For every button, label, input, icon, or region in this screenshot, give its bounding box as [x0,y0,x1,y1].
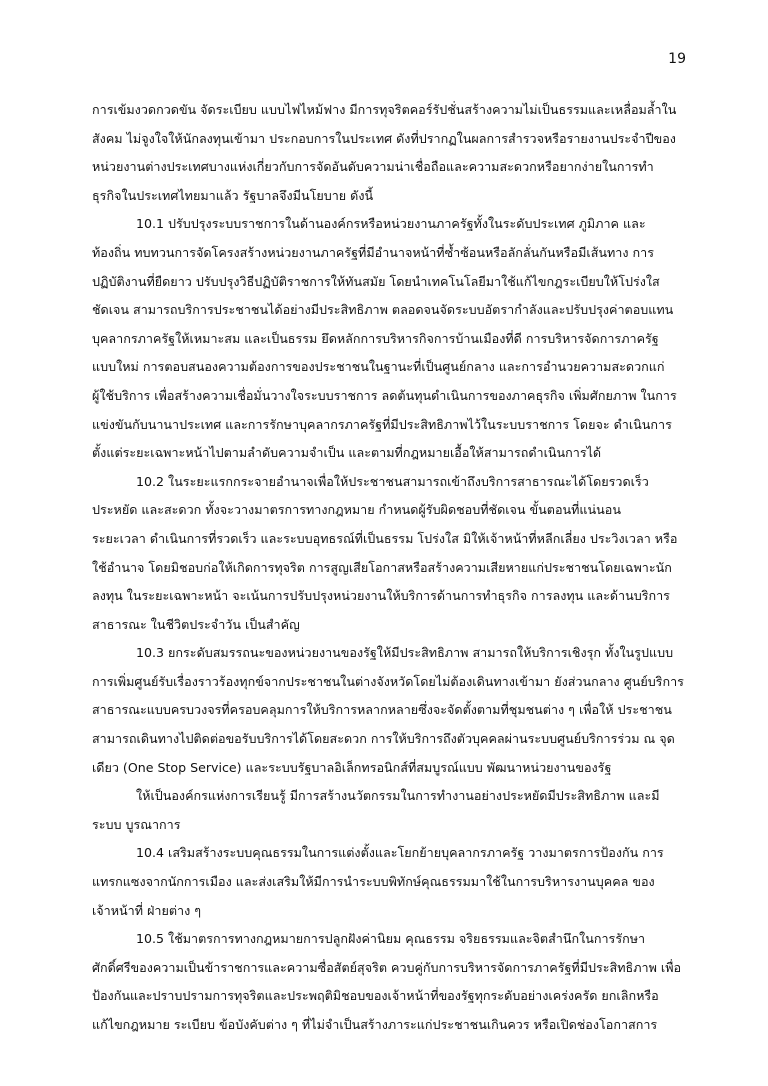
text-line: 10.4 เสริมสร้างระบบคุณธรรมในการแต่งตั้งและโยกย้ายบุคลากรภาครัฐ วางมาตรการป้องกัน การ [136,845,664,861]
text-line: ตั้งแต่ระยะเฉพาะหน้าไปตามลำดับความจำเป็น และตามที่กฎหมายเอื้อให้สามารถดำเนินการได้ [92,445,602,461]
text-line: ใช้อำนาจ โดยมิชอบก่อให้เกิดการทุจริต การสูญเสียโอกาสหรือสร้างความเสียหายแก่ประชาชนโดยเฉพาะนัก [92,559,672,575]
text-line: ท้องถิ่น ทบทวนการจัดโครงสร้างหน่วยงานภาครัฐที่มีอำนาจหน้าที่ซ้ำซ้อนหรือลักลั่นกันหรือมีเส้นทาง การ [92,244,654,260]
text-line: ระยะเวลา ดำเนินการที่รวดเร็ว และระบบอุทธรณ์ที่เป็นธรรม โปร่งใส มิให้เจ้าหน้าที่หลีกเลี่ยง ประวิงเวลา หรือ [92,530,678,546]
text-line: แข่งขันกับนานาประเทศ และการรักษาบุคลากรภาครัฐที่มีประสิทธิภาพไว้ในระบบราชการ โดยจะ ดำเนินการ [92,416,672,432]
document-body [92,96,686,1040]
text-line: 10.2 ในระยะแรกกระจายอำนาจเพื่อให้ประชาชนสามารถเข้าถึงบริการสาธารณะได้โดยรวดเร็ว [136,473,649,489]
text-line: สามารถเดินทางไปติดต่อขอรับบริการได้โดยสะดวก การให้บริการถึงตัวบุคคลผ่านระบบศูนย์บริการร่วม ณ จุด [92,731,675,747]
text-line: หน่วยงานต่างประเทศบางแห่งเกี่ยวกับการจัดอันดับความน่าเชื่อถือและความสะดวกหรือยากง่ายในการทำ [92,159,654,175]
text-line: เจ้าหน้าที่ ฝ่ายต่าง ๆ [92,902,202,918]
text-line: แก้ไขกฎหมาย ระเบียบ ข้อบังคับต่าง ๆ ที่ไม่จำเป็นสร้างภาระแก่ประชาชนเกินควร หรือเปิดช่องโอกาสการ [92,1017,658,1032]
text-line: ปฏิบัติงานที่ยืดยาว ปรับปรุงวิธีปฏิบัติราชการให้ทันสมัย โดยนำเทคโนโลยีมาใช้แก้ไขกฎระเบียบให้โปร่งใส [92,273,660,289]
text-line: บุคลากรภาครัฐให้เหมาะสม และเป็นธรรม ยึดหลักการบริหารกิจการบ้านเมืองที่ดี การบริหารจัดการภาครัฐ [92,330,659,346]
text-line: ศักดิ์ศรีของความเป็นข้าราชการและความซื่อสัตย์สุจริต ควบคู่กับการบริหารจัดการภาครัฐที่มีประสิทธิภาพ เพื่อ [92,959,682,975]
text-line: ธุรกิจในประเทศไทยมาแล้ว รัฐบาลจึงมีนโยบาย ดังนี้ [92,187,374,203]
text-line: ระบบ บูรณาการ [92,816,181,832]
text-line: ผู้ใช้บริการ เพื่อสร้างความเชื่อมั่นวางใจระบบราชการ ลดต้นทุนดำเนินการของภาคธุรกิจ เพิ่มศักยภาพ ในการ [92,387,677,403]
text-line: สาธารณะ ในชีวิตประจำวัน เป็นสำคัญ [92,616,300,632]
text-line: แบบใหม่ การตอบสนองความต้องการของประชาชนในฐานะที่เป็นศูนย์กลาง และการอำนวยความสะดวกแก่ [92,359,665,375]
text-line: 10.1 ปรับปรุงระบบราชการในด้านองค์กรหรือหน่วยงานภาครัฐทั้งในระดับประเทศ ภูมิภาค และ [136,216,646,232]
text-line: สังคม ไม่จูงใจให้นักลงทุนเข้ามา ประกอบการในประเทศ ดังที่ปรากฏในผลการสำรวจหรือรายงานประจำปีของ [92,130,676,146]
text-line: การเข้มงวดกวดขัน จัดระเบียบ แบบไฟไหม้ฟาง มีการทุจริตคอร์รัปชั่นสร้างความไม่เป็นธรรมและเหลื่อมล้ำใน [92,102,677,117]
text-line: เดียว (One Stop Service) และระบบรัฐบาลอิเล็กทรอนิกส์ที่สมบูรณ์แบบ พัฒนาหน่วยงานของรัฐ [92,759,612,775]
text-line: ประหยัด และสะดวก ทั้งจะวางมาตรการทางกฎหมาย กำหนดผู้รับผิดชอบที่ชัดเจน ขั้นตอนที่แน่นอน [92,502,621,518]
text-line: ลงทุน ในระยะเฉพาะหน้า จะเน้นการปรับปรุงหน่วยงานให้บริการด้านการทำธุรกิจ การลงทุน และด้านบริการ [92,588,670,604]
page-number: 19 [668,51,686,67]
text-line: ชัดเจน สามารถบริการประชาชนได้อย่างมีประสิทธิภาพ ตลอดจนจัดระบบอัตรากำลังและปรับปรุงค่าตอบแทน [92,302,674,318]
text-line: แทรกแซงจากนักการเมือง และส่งเสริมให้มีการนำระบบพิทักษ์คุณธรรมมาใช้ในการบริหารงานบุคคล ของ [92,874,655,890]
text-line: ป้องกันและปราบปรามการทุจริตและประพฤติมิชอบของเจ้าหน้าที่ของรัฐทุกระดับอย่างเคร่งครัด ยกเลิกหรือ [92,988,659,1004]
text-line: ให้เป็นองค์กรแห่งการเรียนรู้ มีการสร้างนวัตกรรมในการทำงานอย่างประหยัดมีประสิทธิภาพ และมี [136,788,660,804]
text-line: 10.5 ใช้มาตรการทางกฎหมายการปลูกฝังค่านิยม คุณธรรม จริยธรรมและจิตสำนึกในการรักษา [136,931,646,947]
text-line: สาธารณะแบบครบวงจรที่ครอบคลุมการให้บริการหลากหลายซึ่งจะจัดตั้งตามที่ชุมชนต่าง ๆ เพื่อให้ ประชาชน [92,702,672,718]
text-line: การเพิ่มศูนย์รับเรื่องราวร้องทุกข์จากประชาชนในต่างจังหวัดโดยไม่ต้องเดินทางเข้ามา ยังส่วนกลาง ศูนย์บริการ [92,673,684,689]
text-line: 10.3 ยกระดับสมรรถนะของหน่วยงานของรัฐให้มีประสิทธิภาพ สามารถให้บริการเชิงรุก ทั้งในรูปแบบ [136,645,674,661]
